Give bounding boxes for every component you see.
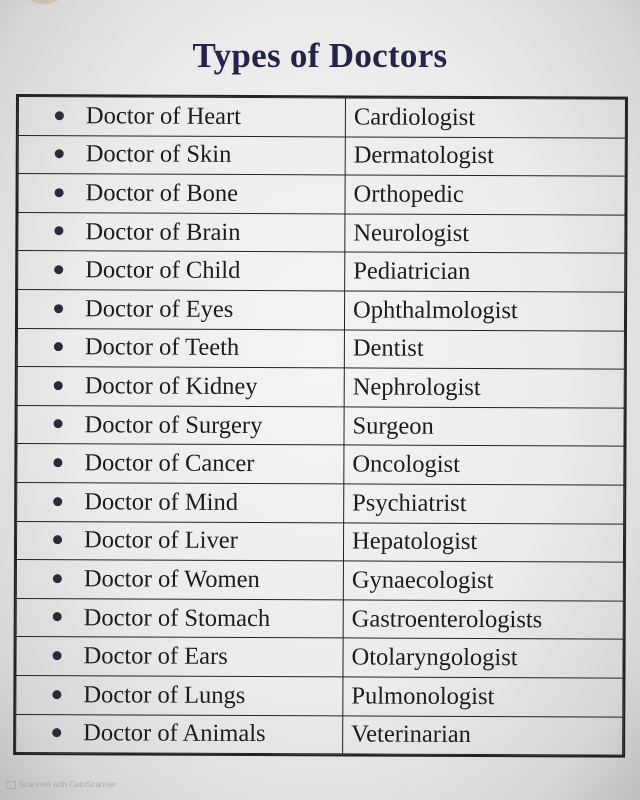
doctors-table-container [13, 94, 628, 758]
doctor-label: Doctor of Mind [84, 488, 239, 516]
specialist-cell: Dentist [344, 329, 624, 369]
table-row [16, 521, 623, 562]
doctor-label: Doctor of Bone [85, 179, 239, 207]
bullet-icon [54, 420, 63, 429]
doctor-label: Doctor of Brain [85, 217, 241, 246]
doctors-table [15, 96, 626, 756]
specialist-cell: Surgeon [344, 407, 624, 447]
table-row [18, 212, 625, 253]
doctor-label: Doctor of Ears [83, 642, 228, 671]
doctors-table-body [16, 97, 626, 756]
doctor-label: Doctor of Lungs [83, 681, 246, 709]
doctor-label: Doctor of Animals [83, 719, 266, 748]
doctor-label: Doctor of Teeth [84, 333, 240, 362]
table-row [17, 482, 624, 523]
doctor-cell [18, 97, 345, 137]
bullet-icon [54, 342, 63, 351]
table-row [16, 560, 623, 601]
table-row [18, 174, 625, 215]
doctor-cell [17, 444, 344, 484]
bullet-icon [53, 535, 62, 544]
doctor-cell [17, 328, 344, 368]
scanner-watermark [6, 780, 116, 789]
scanner-icon [6, 781, 16, 789]
table-row [17, 367, 624, 408]
doctor-label: Doctor of Surgery [84, 410, 263, 439]
table-row [17, 328, 624, 369]
bullet-icon [53, 497, 62, 506]
doctor-label: Doctor of Stomach [83, 603, 271, 632]
doctor-cell [16, 714, 343, 754]
specialist-cell: Neurologist [345, 214, 625, 254]
bullet-icon [53, 458, 62, 467]
doctor-label: Doctor of Kidney [84, 372, 258, 401]
specialist-cell: Gynaecologist [343, 561, 623, 601]
doctor-label: Doctor of Liver [83, 526, 238, 555]
doctor-label: Doctor of Skin [85, 140, 232, 169]
table-row [16, 598, 623, 639]
table-row [18, 135, 625, 176]
doctor-cell [18, 174, 345, 214]
specialist-cell: Pediatrician [345, 252, 625, 292]
table-row [16, 675, 623, 716]
specialist-cell: Oncologist [344, 445, 624, 485]
table-row [17, 444, 624, 485]
specialist-cell: Pulmonologist [343, 677, 623, 717]
bullet-icon [55, 149, 64, 158]
doctor-label: Doctor of Eyes [85, 295, 234, 323]
doctor-label: Doctor of Cancer [84, 449, 255, 478]
specialist-cell: Hepatologist [343, 522, 623, 562]
specialist-cell: Nephrologist [344, 368, 624, 408]
doctor-cell [18, 135, 345, 175]
bullet-icon [52, 728, 61, 737]
specialist-cell: Psychiatrist [344, 484, 624, 524]
bullet-icon [53, 651, 62, 660]
bullet-icon [54, 304, 63, 313]
specialist-cell: Veterinarian [343, 715, 623, 755]
table-row [17, 289, 624, 330]
bullet-icon [53, 574, 62, 583]
table-row [16, 637, 623, 678]
bullet-icon [54, 265, 63, 274]
specialist-cell: Dermatologist [345, 137, 625, 177]
table-row [18, 97, 625, 138]
specialist-cell: Ophthalmologist [344, 291, 624, 331]
bullet-icon [54, 227, 63, 236]
specialist-cell: Cardiologist [345, 98, 625, 138]
bullet-icon [52, 690, 61, 699]
doctor-cell [16, 560, 343, 600]
doctor-cell [17, 289, 344, 329]
doctor-cell [16, 521, 343, 561]
doctor-cell [16, 637, 343, 677]
specialist-cell: Otolaryngologist [343, 638, 623, 678]
doctor-cell [17, 405, 344, 445]
bullet-icon [53, 613, 62, 622]
page-title: Types of Doctors [192, 36, 448, 75]
doctor-cell [16, 598, 343, 638]
doctor-cell [18, 251, 345, 291]
doctor-label: Doctor of Child [85, 256, 241, 285]
doctor-cell [16, 675, 343, 715]
specialist-cell: Orthopedic [345, 175, 625, 215]
doctor-label: Doctor of Women [83, 565, 260, 593]
table-row [17, 405, 624, 446]
doctor-cell [17, 482, 344, 522]
doctor-cell [17, 367, 344, 407]
doctor-cell [18, 212, 345, 252]
bullet-icon [55, 188, 64, 197]
table-row [18, 251, 625, 292]
scanner-watermark-text: Scanned with CamScanner [19, 780, 116, 789]
table-row [16, 714, 623, 755]
bullet-icon [55, 111, 64, 120]
bullet-icon [54, 381, 63, 390]
specialist-cell: Gastroenterologists [343, 600, 623, 640]
paper-stain [30, 0, 58, 4]
doctor-label: Doctor of Heart [85, 102, 242, 130]
